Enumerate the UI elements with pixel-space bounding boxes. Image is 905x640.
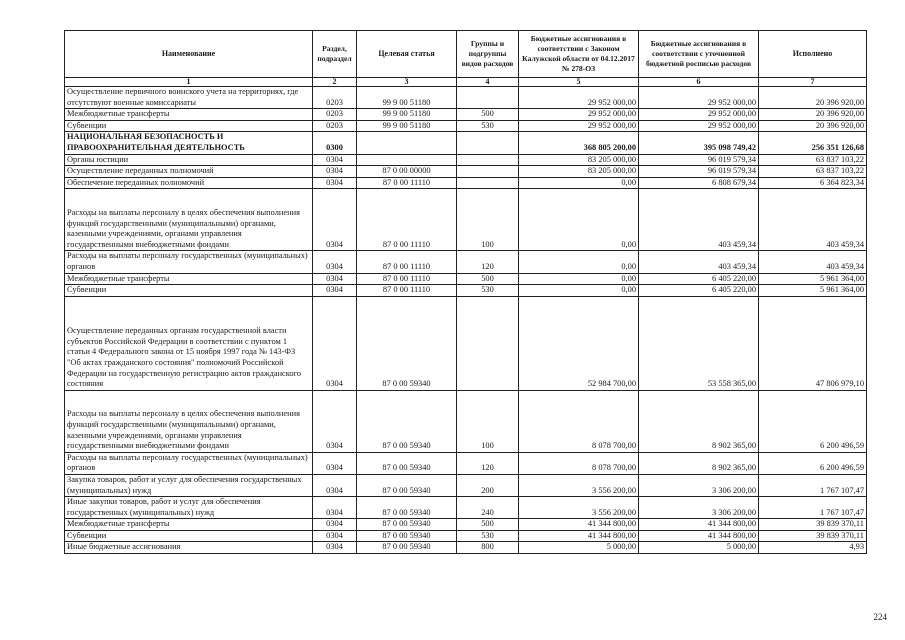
row-budget-law: 41 344 800,00 (519, 519, 639, 531)
column-number: 1 (65, 78, 313, 87)
row-target: 87 0 00 59340 (357, 530, 457, 542)
row-name: Иные бюджетные ассигнования (65, 542, 313, 554)
row-group: 500 (457, 519, 519, 531)
row-section: 0203 (313, 120, 357, 132)
row-executed: 6 200 496,59 (759, 452, 867, 474)
row-budget-law: 0,00 (519, 189, 639, 251)
row-budget-updated: 96 019 579,34 (639, 166, 759, 178)
row-budget-updated: 96 019 579,34 (639, 154, 759, 166)
row-budget-updated: 8 902 365,00 (639, 390, 759, 452)
row-target: 87 0 00 59340 (357, 519, 457, 531)
row-budget-updated: 29 952 000,00 (639, 109, 759, 121)
row-budget-updated: 53 558 365,00 (639, 296, 759, 390)
row-section: 0304 (313, 519, 357, 531)
column-number: 4 (457, 78, 519, 87)
header-budget-updated: Бюджетные ассигнования в соответствии с уточненной бюджетной росписью расходов (639, 31, 759, 78)
row-target: 87 0 00 59340 (357, 474, 457, 496)
row-executed: 4,93 (759, 542, 867, 554)
row-group (457, 296, 519, 390)
row-section: 0300 (313, 132, 357, 154)
row-target: 87 0 00 59340 (357, 452, 457, 474)
row-executed: 403 459,34 (759, 189, 867, 251)
table-row (65, 251, 867, 273)
table-row (65, 166, 867, 178)
row-budget-law: 3 556 200,00 (519, 497, 639, 519)
header-executed: Исполнено (759, 31, 867, 78)
row-budget-law: 52 984 700,00 (519, 296, 639, 390)
row-budget-law: 368 805 200,00 (519, 132, 639, 154)
row-budget-updated: 29 952 000,00 (639, 120, 759, 132)
row-budget-law: 8 078 700,00 (519, 452, 639, 474)
row-group: 120 (457, 251, 519, 273)
row-target: 87 0 00 11110 (357, 273, 457, 285)
row-group: 120 (457, 452, 519, 474)
header-groups: Группы и подгруппы видов расходов (457, 31, 519, 78)
row-section: 0304 (313, 177, 357, 189)
row-target: 99 9 00 51180 (357, 87, 457, 109)
row-budget-law: 29 952 000,00 (519, 120, 639, 132)
table-row (65, 542, 867, 554)
row-budget-updated: 395 098 749,42 (639, 132, 759, 154)
table-row (65, 519, 867, 531)
row-group: 240 (457, 497, 519, 519)
header-target: Целевая статья (357, 31, 457, 78)
row-executed: 39 839 370,11 (759, 519, 867, 531)
table-row (65, 132, 867, 154)
row-budget-updated: 29 952 000,00 (639, 87, 759, 109)
table-row (65, 285, 867, 297)
row-group: 100 (457, 189, 519, 251)
row-budget-updated: 6 405 220,00 (639, 285, 759, 297)
row-group: 200 (457, 474, 519, 496)
row-budget-updated: 5 000,00 (639, 542, 759, 554)
row-group (457, 177, 519, 189)
row-budget-law: 83 205 000,00 (519, 154, 639, 166)
row-executed: 63 837 103,22 (759, 166, 867, 178)
row-section: 0304 (313, 497, 357, 519)
row-section: 0304 (313, 285, 357, 297)
table-row (65, 390, 867, 452)
column-number: 3 (357, 78, 457, 87)
row-name: Субвенции (65, 120, 313, 132)
row-executed: 63 837 103,22 (759, 154, 867, 166)
row-section: 0203 (313, 109, 357, 121)
row-executed: 20 396 920,00 (759, 120, 867, 132)
row-budget-law: 0,00 (519, 177, 639, 189)
table-row (65, 273, 867, 285)
table-row (65, 154, 867, 166)
row-budget-law: 29 952 000,00 (519, 109, 639, 121)
row-budget-updated: 41 344 800,00 (639, 519, 759, 531)
table-row (65, 177, 867, 189)
row-section: 0304 (313, 390, 357, 452)
row-budget-law: 0,00 (519, 273, 639, 285)
row-section: 0203 (313, 87, 357, 109)
row-group (457, 154, 519, 166)
table-row (65, 497, 867, 519)
row-name: Расходы на выплаты персоналу в целях обеспечения выполнения функций государственными (муниципальными) органами, казенными учреждениями, органами управления государственными внебюджетными фондами (65, 390, 313, 452)
budget-table (64, 30, 867, 554)
row-budget-law: 41 344 800,00 (519, 530, 639, 542)
row-name: Межбюджетные трансферты (65, 273, 313, 285)
row-budget-updated: 3 306 200,00 (639, 474, 759, 496)
row-name: Межбюджетные трансферты (65, 519, 313, 531)
row-section: 0304 (313, 273, 357, 285)
row-name: Субвенции (65, 530, 313, 542)
row-group: 500 (457, 109, 519, 121)
page-number: 224 (873, 612, 887, 622)
row-target: 99 9 00 51180 (357, 120, 457, 132)
column-number: 5 (519, 78, 639, 87)
row-budget-law: 83 205 000,00 (519, 166, 639, 178)
row-target: 87 0 00 11110 (357, 189, 457, 251)
row-budget-law: 8 078 700,00 (519, 390, 639, 452)
header-name: Наименование (65, 31, 313, 78)
row-target (357, 132, 457, 154)
table-row (65, 530, 867, 542)
row-target: 87 0 00 11110 (357, 177, 457, 189)
row-budget-law: 29 952 000,00 (519, 87, 639, 109)
row-section: 0304 (313, 296, 357, 390)
row-section: 0304 (313, 251, 357, 273)
row-name: Осуществление переданных органам государственной власти субъектов Российской Федерации в соответствии с пунктом 1 статьи 4 Федерального закона от 15 ноября 1997 года № 143-ФЗ "Об актах гражданского состояния" полномочий Российской Федерации на государственную регистрацию актов гражданского состояния (65, 296, 313, 390)
row-section: 0304 (313, 530, 357, 542)
row-target: 87 0 00 00000 (357, 166, 457, 178)
row-budget-updated: 6 808 679,34 (639, 177, 759, 189)
table-header-row (65, 31, 867, 78)
row-name: Расходы на выплаты персоналу государственных (муниципальных) органов (65, 452, 313, 474)
row-name: Межбюджетные трансферты (65, 109, 313, 121)
row-target: 87 0 00 59340 (357, 542, 457, 554)
row-budget-law: 5 000,00 (519, 542, 639, 554)
table-row (65, 452, 867, 474)
row-section: 0304 (313, 154, 357, 166)
row-executed: 39 839 370,11 (759, 530, 867, 542)
row-budget-updated: 3 306 200,00 (639, 497, 759, 519)
column-number: 7 (759, 78, 867, 87)
row-target: 87 0 00 59340 (357, 296, 457, 390)
header-section: Раздел, подраздел (313, 31, 357, 78)
row-name: Органы юстиции (65, 154, 313, 166)
row-section: 0304 (313, 189, 357, 251)
row-name: Иные закупки товаров, работ и услуг для обеспечения государственных (муниципальных) нужд (65, 497, 313, 519)
row-section: 0304 (313, 542, 357, 554)
row-target (357, 154, 457, 166)
column-number-row (65, 78, 867, 87)
row-executed: 1 767 107,47 (759, 474, 867, 496)
row-executed: 5 961 364,00 (759, 273, 867, 285)
row-name: НАЦИОНАЛЬНАЯ БЕЗОПАСНОСТЬ И ПРАВООХРАНИТЕЛЬНАЯ ДЕЯТЕЛЬНОСТЬ (65, 132, 313, 154)
row-group (457, 166, 519, 178)
column-number: 6 (639, 78, 759, 87)
row-target: 87 0 00 11110 (357, 285, 457, 297)
row-executed: 20 396 920,00 (759, 87, 867, 109)
row-group: 800 (457, 542, 519, 554)
row-section: 0304 (313, 452, 357, 474)
row-executed: 20 396 920,00 (759, 109, 867, 121)
row-executed: 5 961 364,00 (759, 285, 867, 297)
row-group (457, 87, 519, 109)
column-number: 2 (313, 78, 357, 87)
header-budget-law: Бюджетные ассигнования в соответствии с Законом Калужской области от 04.12.2017 № 278-ОЗ (519, 31, 639, 78)
row-group: 530 (457, 530, 519, 542)
row-name: Расходы на выплаты персоналу в целях обеспечения выполнения функций государственными (муниципальными) органами, казенными учреждениями, органами управления государственными внебюджетными фондами (65, 189, 313, 251)
row-executed: 6 200 496,59 (759, 390, 867, 452)
row-name: Осуществление переданных полномочий (65, 166, 313, 178)
row-executed: 6 364 823,34 (759, 177, 867, 189)
row-name: Осуществление первичного воинского учета на территориях, где отсутствуют военные комиссариаты (65, 87, 313, 109)
row-budget-law: 3 556 200,00 (519, 474, 639, 496)
table-body (65, 87, 867, 554)
row-name: Субвенции (65, 285, 313, 297)
row-group: 530 (457, 285, 519, 297)
row-executed: 47 806 979,10 (759, 296, 867, 390)
table-row (65, 109, 867, 121)
table-row (65, 120, 867, 132)
row-budget-updated: 41 344 800,00 (639, 530, 759, 542)
row-name: Обеспечение переданных полномочий (65, 177, 313, 189)
row-budget-updated: 403 459,34 (639, 251, 759, 273)
row-target: 87 0 00 59340 (357, 497, 457, 519)
row-budget-law: 0,00 (519, 251, 639, 273)
table-row (65, 189, 867, 251)
row-budget-updated: 6 405 220,00 (639, 273, 759, 285)
row-group (457, 132, 519, 154)
row-section: 0304 (313, 166, 357, 178)
row-group: 100 (457, 390, 519, 452)
row-executed: 256 351 126,68 (759, 132, 867, 154)
table-row (65, 87, 867, 109)
row-group: 530 (457, 120, 519, 132)
row-target: 99 9 00 51180 (357, 109, 457, 121)
table-row (65, 296, 867, 390)
table-row (65, 474, 867, 496)
row-executed: 403 459,34 (759, 251, 867, 273)
row-group: 500 (457, 273, 519, 285)
row-target: 87 0 00 59340 (357, 390, 457, 452)
row-budget-updated: 8 902 365,00 (639, 452, 759, 474)
row-name: Расходы на выплаты персоналу государственных (муниципальных) органов (65, 251, 313, 273)
row-name: Закупка товаров, работ и услуг для обеспечения государственных (муниципальных) нужд (65, 474, 313, 496)
row-budget-updated: 403 459,34 (639, 189, 759, 251)
row-budget-law: 0,00 (519, 285, 639, 297)
row-executed: 1 767 107,47 (759, 497, 867, 519)
row-section: 0304 (313, 474, 357, 496)
row-target: 87 0 00 11110 (357, 251, 457, 273)
